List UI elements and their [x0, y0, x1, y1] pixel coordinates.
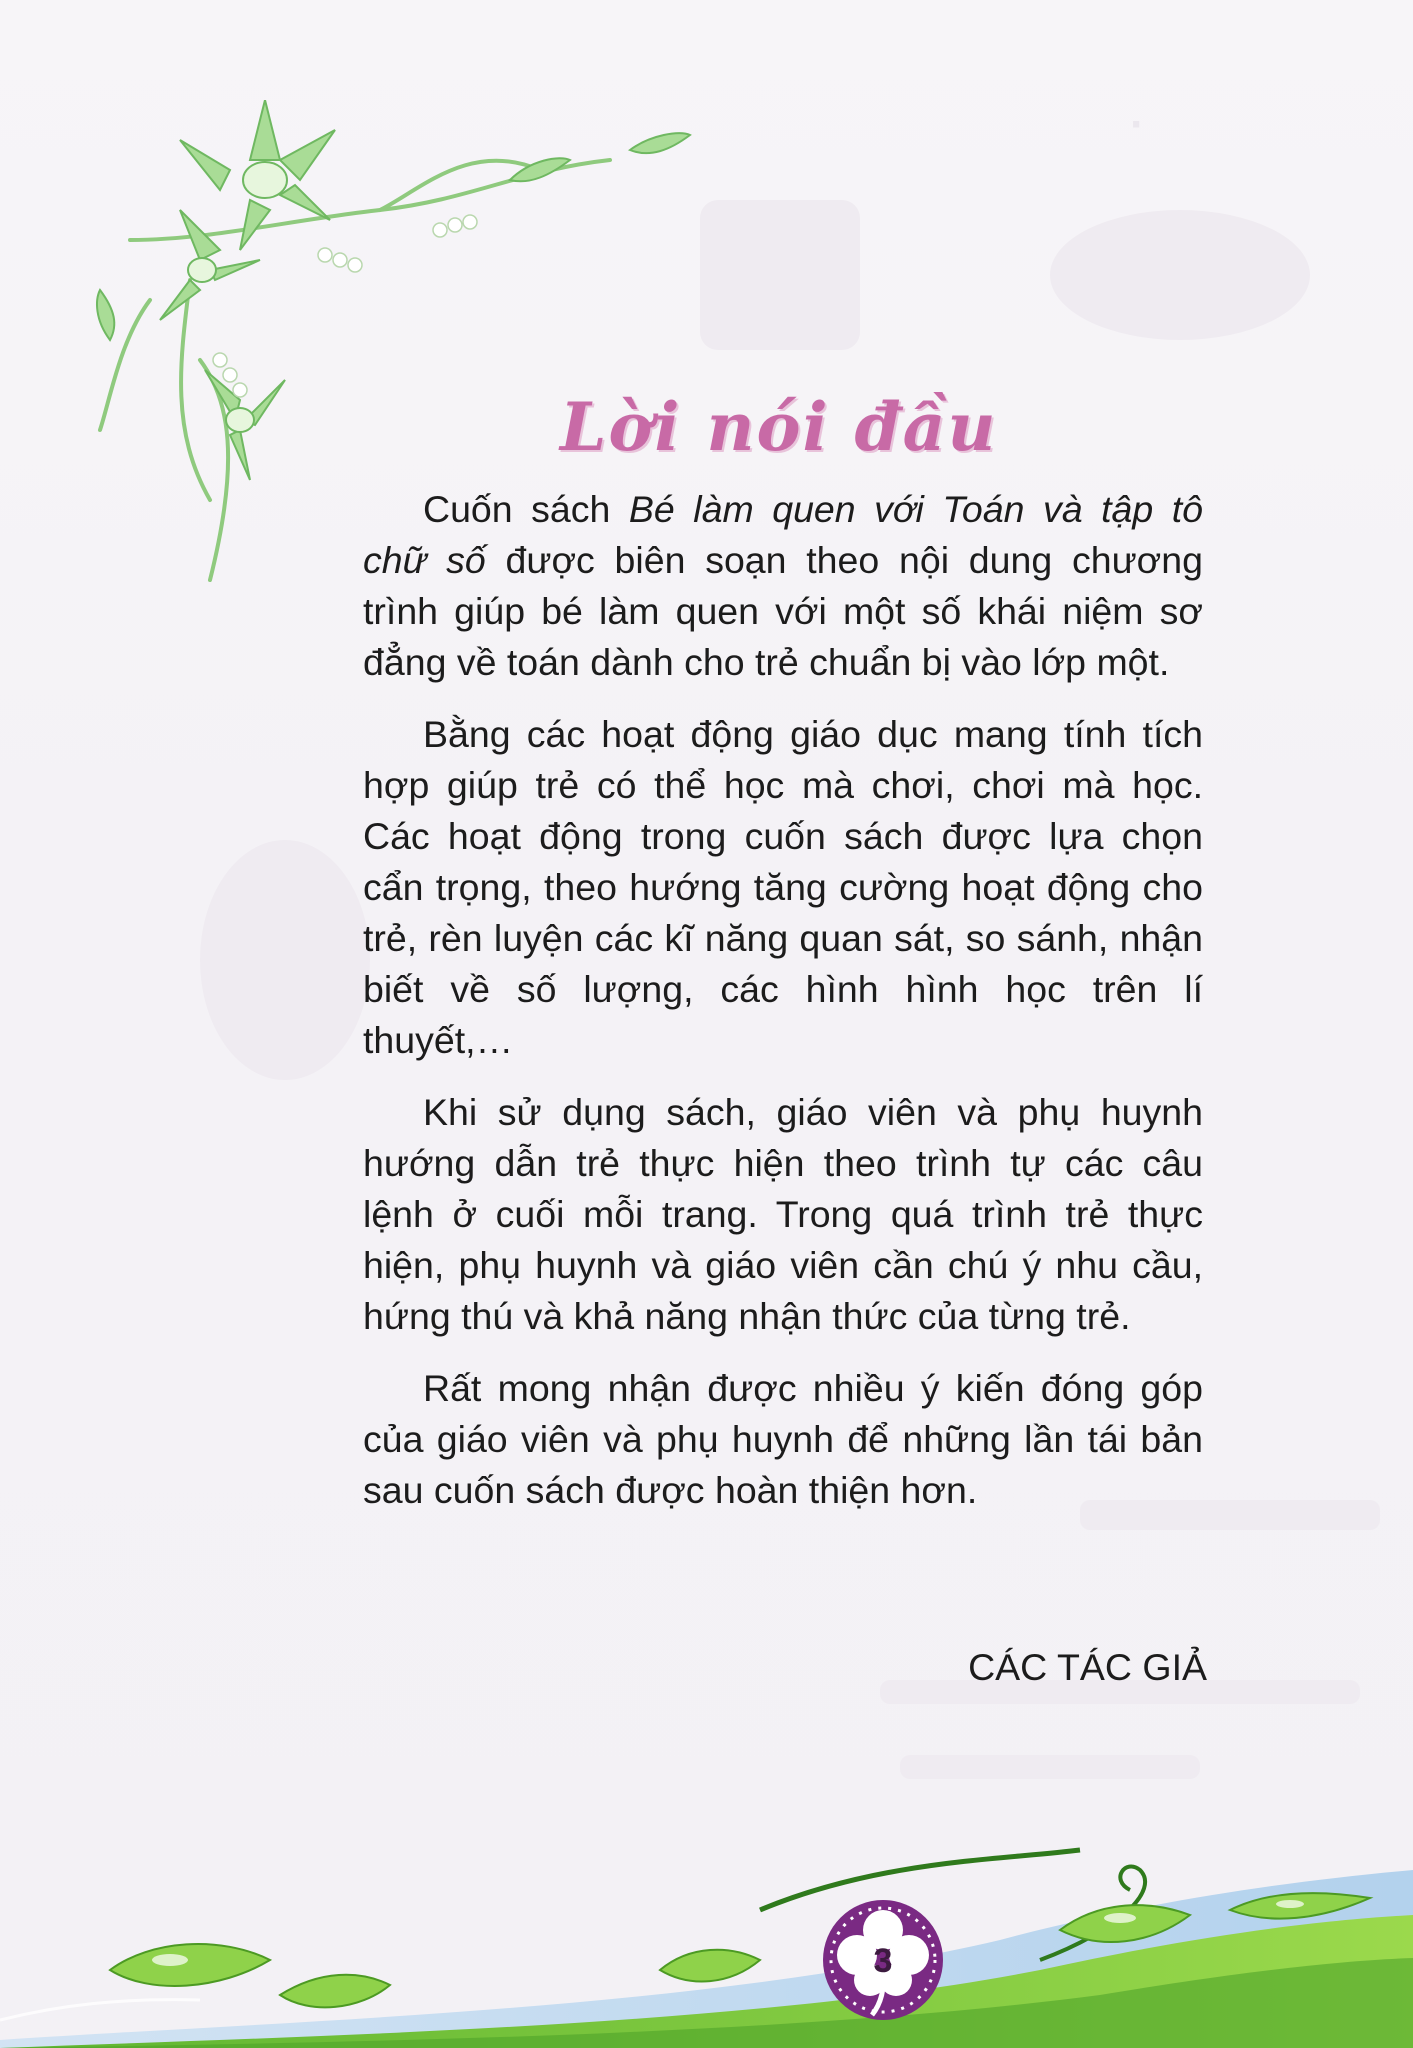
paragraph-1: [363, 484, 1203, 688]
paragraph-2: Bằng các hoạt động giáo dục mang tính tích hợp giúp trẻ có thể học mà chơi, chơi mà học. Các hoạt động trong cuốn sách được lựa chọn cẩn trọng, theo hướng tăng cường hoạt động cho trẻ, rèn luyện các kĩ năng quan sát, so sánh, nhận biết về số lượng, các hình hình học trên lí thuyết,…: [363, 713, 1203, 1061]
page-number: 3: [873, 1942, 893, 1980]
paragraph-4: Rất mong nhận được nhiều ý kiến đóng góp của giáo viên và phụ huynh để những lần tái bản sau cuốn sách được hoàn thiện hơn.: [363, 1367, 1203, 1511]
paragraph-3: Khi sử dụng sách, giáo viên và phụ huynh hướng dẫn trẻ thực hiện theo trình tự các câu lệnh ở cuối mỗi trang. Trong quá trình trẻ thực hiện, phụ huynh và giáo viên cần chú ý nhu cầu, hứng thú và khả năng nhận thức của từng trẻ.: [363, 1091, 1203, 1337]
authors-signature: CÁC TÁC GIẢ: [968, 1646, 1207, 1688]
book-title-italic: Bé làm quen với Toán và tập tô chữ số: [363, 488, 1203, 581]
paragraph-1-rest: được biên soạn theo nội dung chương trình giúp bé làm quen với một số khái niệm sơ đẳng về toán dành cho trẻ chuẩn bị vào lớp một.: [363, 539, 1203, 683]
bleed-through-shape: [900, 1755, 1200, 1779]
bleed-through-shape: [200, 840, 370, 1080]
paragraph-1-lead: Cuốn sách: [423, 488, 629, 530]
bleed-through-text: ·: [1130, 100, 1145, 149]
preface-body: [363, 484, 1203, 1537]
page-title: Lời nói đầu: [560, 388, 998, 466]
bleed-through-shape: [1050, 210, 1310, 340]
leaf-vine-icon: [0, 1820, 1413, 2048]
